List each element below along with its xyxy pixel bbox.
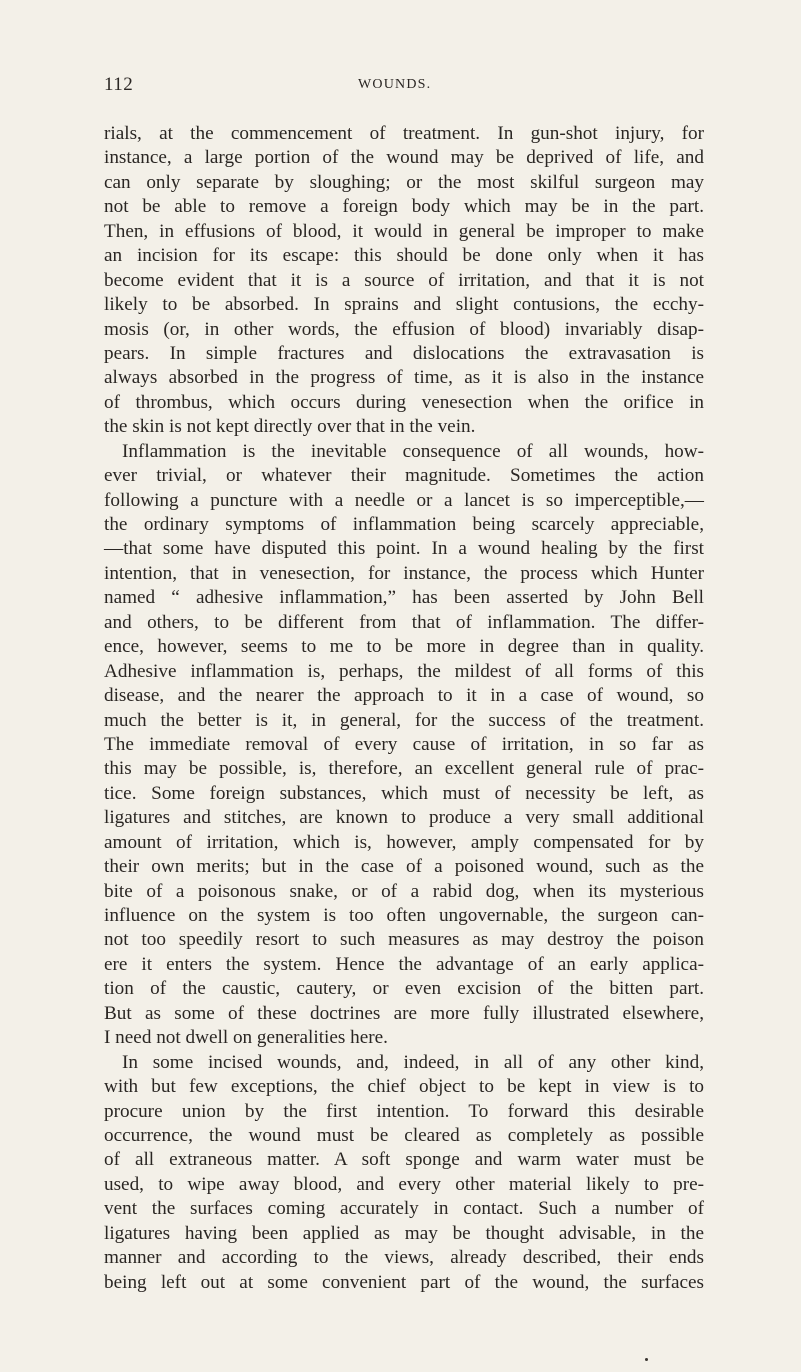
text-line: the ordinary symptoms of inflammation being scarcely appreciable, bbox=[104, 514, 704, 535]
text-line: mosis (or, in other words, the effusion of blood) invariably disap- bbox=[104, 318, 704, 340]
text-line: tion of the caustic, cautery, or even excision of the bitten part. bbox=[104, 978, 704, 1000]
text-line: I need not dwell on generalities here. bbox=[104, 1027, 388, 1049]
text-line: can only separate by sloughing; or the most skilful surgeon may bbox=[104, 171, 704, 193]
text-line: the skin is not kept directly over that in the vein. bbox=[104, 416, 476, 438]
text-line: being left out at some convenient part of the wound, the surfaces bbox=[104, 1271, 704, 1293]
text-line: Then, in effusions of blood, it would in general be improper to make bbox=[104, 220, 704, 242]
text-line: this may be possible, is, therefore, an excellent general rule of prac- bbox=[104, 758, 704, 780]
text-line: In some incised wounds, and, indeed, in all of any other kind, bbox=[122, 1051, 704, 1073]
text-line: much the better is it, in general, for the success of the treatment. bbox=[104, 709, 704, 731]
page-number: 112 bbox=[104, 74, 134, 95]
text-line: used, to wipe away blood, and every other material likely to pre- bbox=[104, 1173, 704, 1195]
text-line: ere it enters the system. Hence the advantage of an early applica- bbox=[104, 953, 704, 975]
text-line: ever trivial, or whatever their magnitude. Sometimes the action bbox=[104, 465, 704, 487]
text-line: not too speedily resort to such measures as may destroy the poison bbox=[104, 929, 704, 951]
text-line: vent the surfaces coming accurately in contact. Such a number of bbox=[104, 1198, 704, 1220]
text-line: Adhesive inflammation is, perhaps, the mildest of all forms of this bbox=[104, 660, 704, 682]
text-line: an incision for its escape: this should be done only when it has bbox=[104, 245, 704, 267]
text-line: of all extraneous matter. A soft sponge and warm water must be bbox=[104, 1149, 704, 1171]
text-line: become evident that it is a source of irritation, and that it is not bbox=[104, 269, 704, 291]
text-line: —that some have disputed this point. In a wound healing by the first bbox=[104, 538, 704, 560]
text-line: amount of irritation, which is, however, amply compensated for by bbox=[104, 831, 704, 853]
text-line: Inflammation is the inevitable consequence of all wounds, how- bbox=[122, 440, 704, 462]
text-line: ligatures and stitches, are known to produce a very small additional bbox=[104, 807, 704, 829]
text-line: bite of a poisonous snake, or of a rabid dog, when its mysterious bbox=[104, 880, 704, 902]
text-line: ence, however, seems to me to be more in degree than in quality. bbox=[104, 636, 704, 658]
text-line: manner and according to the views, already described, their ends bbox=[104, 1247, 704, 1269]
print-mark bbox=[645, 1358, 648, 1361]
running-head bbox=[104, 74, 704, 96]
text-line: and others, to be different from that of inflammation. The differ- bbox=[104, 611, 704, 633]
running-title: WOUNDS. bbox=[358, 77, 432, 92]
text-line: The immediate removal of every cause of irritation, in so far as bbox=[104, 733, 704, 755]
text-line: always absorbed in the progress of time, as it is also in the instance bbox=[104, 367, 704, 389]
text-line: likely to be absorbed. In sprains and slight contusions, the ecchy- bbox=[104, 294, 704, 316]
text-line: disease, and the nearer the approach to it in a case of wound, so bbox=[104, 685, 704, 707]
text-line: tice. Some foreign substances, which must of necessity be left, as bbox=[104, 782, 704, 804]
text-line: ligatures having been applied as may be thought advisable, in the bbox=[104, 1222, 704, 1244]
text-line: with but few exceptions, the chief object to be kept in view is to bbox=[104, 1076, 704, 1098]
text-line: of thrombus, which occurs during venesection when the orifice in bbox=[104, 391, 704, 413]
body-text bbox=[104, 122, 704, 1295]
text-line: But as some of these doctrines are more fully illustrated elsewhere, bbox=[104, 1002, 704, 1024]
text-line: instance, a large portion of the wound may be deprived of life, and bbox=[104, 147, 704, 169]
text-line: intention, that in venesection, for instance, the process which Hunter bbox=[104, 562, 704, 584]
text-line: named “ adhesive inflammation,” has been asserted by John Bell bbox=[104, 587, 704, 609]
text-line: following a puncture with a needle or a lancet is so imperceptible,— bbox=[104, 489, 704, 511]
text-line: their own merits; but in the case of a poisoned wound, such as the bbox=[104, 856, 704, 878]
text-line: influence on the system is too often ungovernable, the surgeon can- bbox=[104, 905, 704, 926]
text-line: pears. In simple fractures and dislocations the extravasation is bbox=[104, 342, 704, 364]
text-line: occurrence, the wound must be cleared as completely as possible bbox=[104, 1124, 704, 1146]
text-line: not be able to remove a foreign body which may be in the part. bbox=[104, 196, 704, 218]
text-line: rials, at the commencement of treatment. In gun-shot injury, for bbox=[104, 123, 704, 144]
text-line: procure union by the first intention. To forward this desirable bbox=[104, 1100, 704, 1122]
